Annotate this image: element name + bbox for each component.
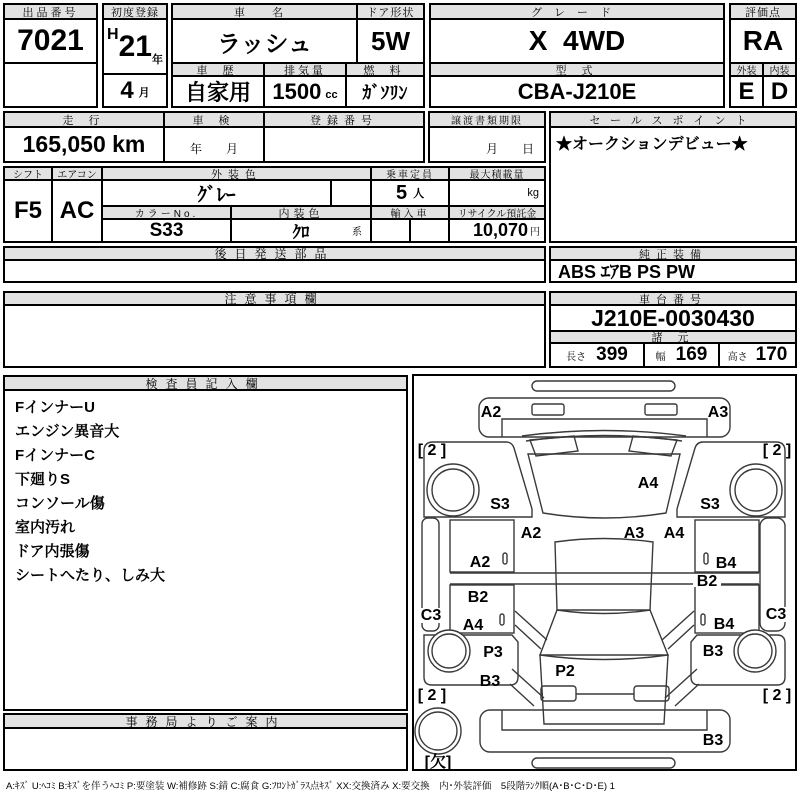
sales-point-value: ★オークションデビュー★ (549, 126, 797, 243)
diagram-label: A2 (480, 404, 502, 421)
displacement-header: 排気量 (263, 62, 347, 77)
era-mark: H (107, 26, 119, 43)
door-shape-value: 5W (356, 18, 425, 64)
car-damage-diagram (412, 374, 797, 771)
inspector-notes-box (3, 389, 408, 711)
reg-month: 4 (120, 76, 134, 104)
capacity-value (370, 179, 450, 207)
diagram-label: A3 (707, 404, 729, 421)
diagram-label: P2 (555, 663, 575, 680)
spec-length-value: 399 (596, 344, 628, 365)
color-no-value: S33 (101, 218, 232, 243)
diagram-label: [ 2 ] (417, 442, 447, 459)
diagram-label: S3 (490, 496, 510, 513)
grade-header: グレード (429, 3, 725, 20)
ext-color-value: ｸﾞﾚｰ (101, 179, 332, 207)
max-load-value (448, 179, 546, 207)
exterior-score-header: 外装 (729, 62, 764, 77)
model-code-header: 型 式 (429, 62, 725, 77)
recycle-value (448, 218, 546, 243)
later-parts-header: 後日発送部品 (3, 246, 546, 261)
diagram-label: A3 (623, 525, 645, 542)
model-code-value: CBA-J210E (429, 75, 725, 108)
fuel-value: ｶﾞｿﾘﾝ (345, 75, 425, 108)
ext-color-empty-cell (330, 179, 372, 207)
displacement-unit: cc (325, 89, 338, 101)
inspector-note-line: ドア内張傷 (15, 543, 90, 560)
inspection-value: 年 月 (163, 126, 265, 163)
auction-no-value: 7021 (3, 18, 98, 64)
shift-value: F5 (3, 179, 53, 243)
spec-length (549, 342, 645, 368)
sales-point-header: セールスポイント (549, 111, 797, 128)
car-outline (422, 381, 785, 768)
import-car-cell-1 (370, 218, 411, 243)
reg-no-value (263, 126, 425, 163)
inspector-note-line: 下廻りS (15, 471, 71, 488)
diagram-label: B3 (702, 732, 724, 749)
diagram-label: [ 2 ] (417, 687, 447, 704)
shift-header: シフト (3, 166, 53, 181)
spec-height (718, 342, 797, 368)
chassis-header: 車台番号 (549, 291, 797, 306)
displacement-value (263, 75, 347, 108)
equipment-header: 純正装備 (549, 246, 797, 261)
aircon-header: エアコン (51, 166, 103, 181)
inspector-note-line: シートへたり、しみ大 (15, 567, 166, 584)
first-reg-month (102, 73, 168, 108)
legend-line: A:ｷｽﾞ U:ﾍｺﾐ B:ｷｽﾞを伴うﾍｺﾐ P:要塗装 W:補修跡 S:錆 C:腐食 G:ﾌﾛﾝﾄｶﾞﾗｽ点ｷｽﾞ XX:交換済み X:要交換 内･外装評価 5段階ﾗﾝｸ順(A･B･C･D･E) 1 (6, 781, 615, 792)
diagram-label: B4 (715, 555, 737, 572)
caution-box (3, 304, 546, 368)
int-color-value (230, 218, 372, 243)
inspector-note-line: エンジン異音大 (15, 423, 120, 440)
auction-no-header: 出品番号 (3, 3, 98, 20)
diagram-label: A4 (663, 525, 685, 542)
diagram-label: C3 (420, 607, 442, 624)
capacity-unit: 人 (413, 188, 425, 200)
caution-header: 注意事項欄 (3, 291, 546, 306)
fuel-header: 燃 料 (345, 62, 425, 77)
year-unit: 年 (151, 54, 163, 66)
int-color-header: 内装色 (230, 205, 372, 220)
auction-no-empty-box (3, 62, 98, 108)
later-parts-box (3, 259, 546, 283)
diagram-label: S3 (700, 496, 720, 513)
score-value: RA (729, 18, 797, 64)
first-reg-header: 初度登録 (102, 3, 168, 20)
diagram-label: P3 (483, 644, 503, 661)
displacement-number: 1500 (272, 78, 322, 104)
history-header: 車 歴 (171, 62, 265, 77)
import-car-cell-2 (409, 218, 450, 243)
exterior-score-value: E (729, 75, 764, 108)
car-name-value: ラッシュ (171, 18, 358, 64)
spec-width-value: 169 (675, 344, 708, 365)
inspector-note-line: FインナーC (15, 447, 95, 464)
spec-height-value: 170 (755, 344, 788, 365)
int-color-name: ｸﾛ (292, 223, 310, 242)
door-shape-header: ドア形状 (356, 3, 425, 20)
car-diagram-svg (414, 376, 795, 769)
specs-header: 諸 元 (549, 330, 797, 344)
int-color-suffix: 系 (352, 227, 362, 238)
inspector-header: 検査員記入欄 (3, 375, 408, 391)
interior-score-header: 内装 (762, 62, 797, 77)
inspector-note-line: 室内汚れ (15, 519, 76, 536)
score-header: 評価点 (729, 3, 797, 20)
capacity-number: 5 (395, 181, 408, 204)
diagram-label: A4 (637, 475, 659, 492)
diagram-label: A2 (469, 554, 491, 571)
inspection-header: 車 検 (163, 111, 265, 128)
max-load-header: 最大積載量 (448, 166, 546, 181)
reg-year: 21 (118, 29, 152, 63)
diagram-label: B3 (702, 643, 724, 660)
month-unit: 月 (138, 87, 150, 99)
diagram-label: A2 (520, 525, 542, 542)
spec-width-label: 幅 (655, 351, 666, 363)
office-box (3, 727, 408, 771)
diagram-label: C3 (765, 606, 787, 623)
mileage-value: 165,050 km (3, 126, 165, 163)
history-value: 自家用 (171, 75, 265, 108)
damage-labels (418, 404, 791, 769)
import-car-header: 輸入車 (370, 205, 450, 220)
diagram-label: B4 (713, 616, 735, 633)
max-load-unit: kg (527, 187, 539, 199)
spec-height-label: 高さ (727, 351, 748, 363)
diagram-label: B2 (467, 589, 489, 606)
color-no-header: カラーNo. (101, 205, 232, 220)
transfer-deadline-value: 月 日 (428, 126, 546, 163)
diagram-label: B3 (479, 673, 501, 690)
reg-no-header: 登録番号 (263, 111, 425, 128)
recycle-header: リサイクル預託金 (448, 205, 546, 220)
grade-value: X 4WD (429, 18, 725, 64)
diagram-label: [ 2 ] (762, 442, 792, 459)
spec-width (643, 342, 720, 368)
mileage-header: 走 行 (3, 111, 165, 128)
diagram-label: [欠] (424, 754, 452, 769)
ext-color-header: 外装色 (101, 166, 372, 181)
capacity-header: 乗車定員 (370, 166, 450, 181)
diagram-label: A4 (462, 617, 484, 634)
transfer-deadline-header: 譲渡書類期限 (428, 111, 546, 128)
chassis-value: J210E-0030430 (549, 304, 797, 332)
interior-score-value: D (762, 75, 797, 108)
equipment-value: ABS ｴｱB PS PW (549, 259, 797, 283)
recycle-unit: 円 (530, 227, 540, 238)
office-header: 事務局よりご案内 (3, 713, 408, 729)
inspector-note-list (15, 396, 396, 588)
inspector-note-line: FインナーU (15, 399, 95, 416)
first-reg-year (102, 18, 168, 75)
car-name-header: 車 名 (171, 3, 358, 20)
spec-length-label: 長さ (566, 351, 587, 363)
diagram-label: B2 (696, 573, 718, 590)
recycle-number: 10,070 (472, 220, 528, 240)
inspector-note-line: コンソール傷 (15, 495, 105, 512)
diagram-label: [ 2 ] (762, 687, 792, 704)
aircon-value: AC (51, 179, 103, 243)
